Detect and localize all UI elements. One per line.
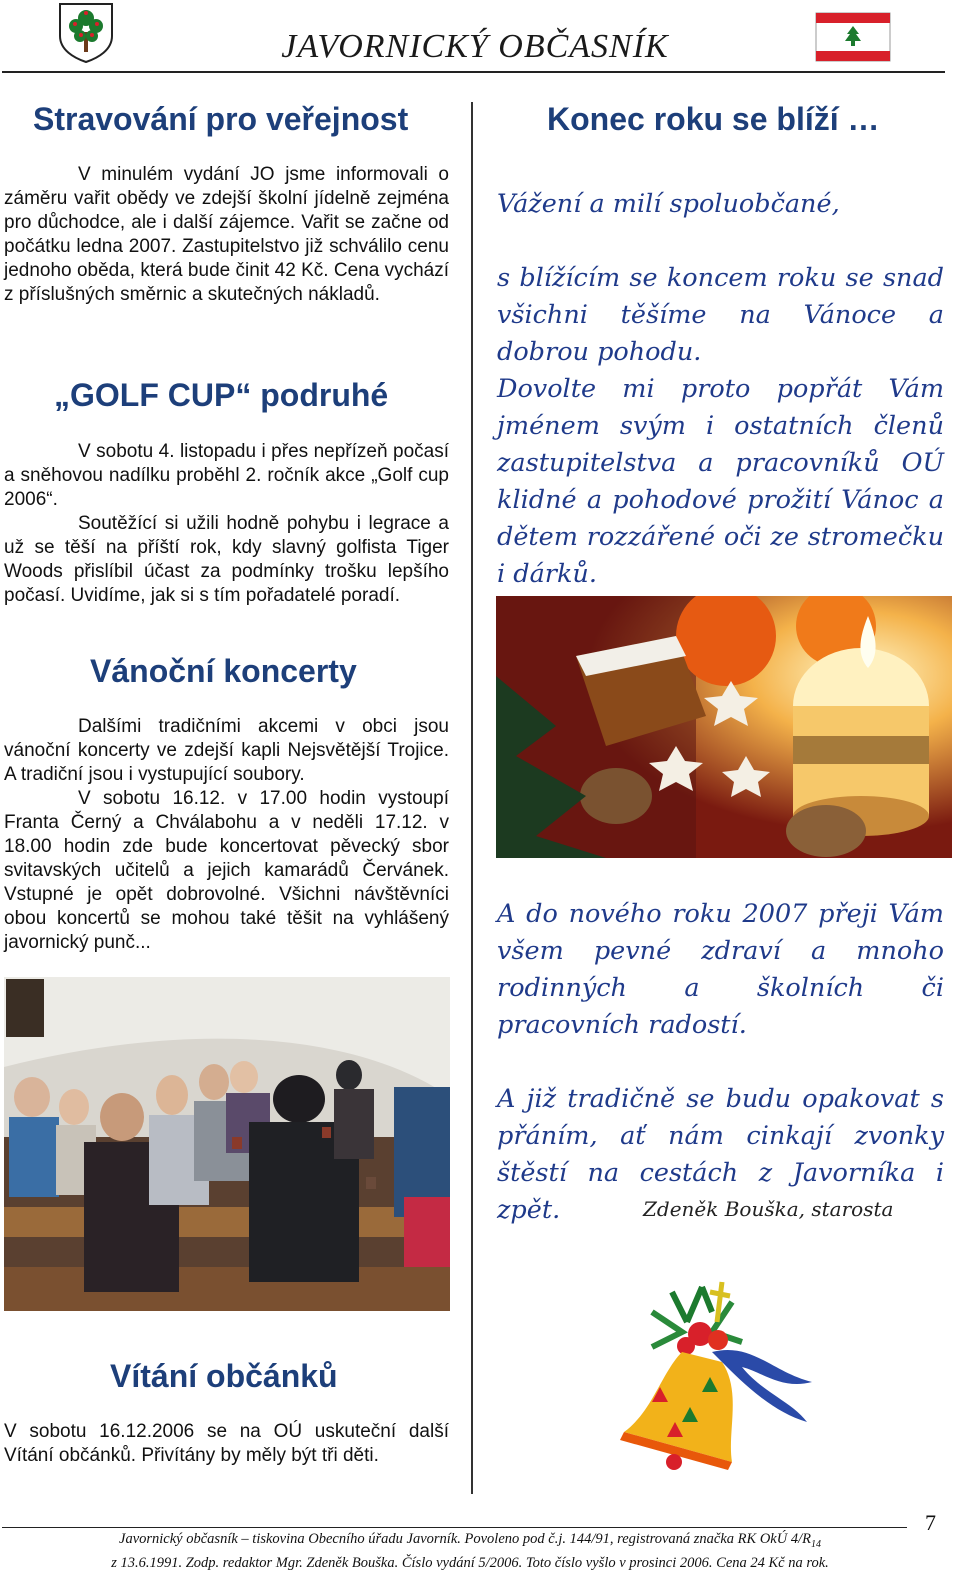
koncerty-paragraph-2: V sobotu 16.12. v 17.00 hodin vystoupí Franta Černý a Chválabohu a v neděli 17.12. v 18.00 hodin zde bude koncertovat pěvecký sbor svitavských učitelů a jejich kamarádů Červánek. Vstupné je opět dobrovolné. Všichni návštěvníci obou koncertů se mohou také těšit na vyhlášený javornický punč...	[4, 788, 449, 953]
heading-golf-cup: „GOLF CUP“ podruhé	[54, 377, 389, 413]
footer-line-2: z 13.6.1991. Zodp. redaktor Mgr. Zdeněk Bouška. Číslo vydání 5/2006. Toto číslo vyšlo v prosinci 2006. Cena 24 Kč na rok.	[111, 1554, 829, 1571]
village-coat-of-arms-icon	[56, 2, 116, 64]
article-golf-cup-text	[4, 440, 449, 608]
greeting-salutation: Vážení a milí spoluobčané,	[497, 189, 840, 219]
christmas-bell-icon	[612, 1272, 822, 1472]
heading-vanocni-koncerty: Vánoční koncerty	[90, 653, 357, 689]
header-rule	[2, 71, 945, 73]
heading-vitani-obcanku: Vítání občánků	[110, 1358, 338, 1394]
tradition-paragraph: A již tradičně se budu opakovat s přáním, ať nám cinkají zvonky štěstí na cestách z Javorníka i zpět.	[497, 1084, 944, 1225]
golf-cup-paragraph-2: Soutěžící si užili hodně pohybu i legrace a už se těší na příští rok, kdy slavný golfista Tiger Woods přislíbil účast za podmínky trošku lepšího počasí. Uvidíme, jak si s tím pořadatelé poradí.	[4, 513, 449, 606]
heading-stravovani: Stravování pro veřejnost	[33, 101, 409, 137]
footer-line-1-subscript: 14	[810, 1538, 821, 1550]
page-number: 7	[925, 1510, 936, 1535]
signature: Zdeněk Bouška, starosta	[643, 1197, 894, 1221]
greeting-letter	[497, 186, 944, 593]
christmas-candle-photo	[496, 596, 952, 858]
footer-rule	[2, 1527, 907, 1528]
article-stravovani-text: V minulém vydání JO jsme informovali o záměru vařit obědy ve zdejší školní jídelně zejména pro důchodce, ale i další zájemce. Vařit se začne od počátku ledna 2007. Zastupitelstvo již schválilo cenu jednoho oběda, která bude činit 42 Kč. Cena vychází z příslušných směrnic a skutečných nákladů.	[4, 164, 449, 305]
article-vitani-text: V sobotu 16.12.2006 se na OÚ uskuteční další Vítání občánků. Přivítány by měly být tři děti.	[4, 1421, 449, 1466]
koncerty-paragraph-1: Dalšími tradičními akcemi v obci jsou vánoční koncerty ve zdejší kapli Nejsvětější Trojice. A tradiční jsou i vystupující soubory.	[4, 716, 449, 785]
golf-cup-paragraph-1: V sobotu 4. listopadu i přes nepřízeň počasí a sněhovou nadílku proběhl 2. ročník akce „Golf cup 2006“.	[4, 441, 449, 510]
column-divider	[471, 102, 473, 1494]
article-koncerty-text	[4, 715, 449, 955]
greeting-paragraph-2: Dovolte mi proto popřát Vám jménem svým i ostatních členů zastupitelstva a pracovníků OÚ klidné a pohodové prožití Vánoc a dětem rozzářené oči ze stromečku i dárků.	[497, 374, 944, 589]
greeting-paragraph-1: s blížícím se koncem roku se snad všichni těšíme na Vánoce a dobrou pohodu.	[497, 263, 944, 367]
footer-line-1: Javornický občasník – tiskovina Obecního úřadu Javorník. Povoleno pod č.j. 144/91, registrovaná značka RK OkÚ 4/R	[119, 1531, 811, 1547]
new-year-paragraph: A do nového roku 2007 přeji Vám všem pevné zdraví a mnoho rodinných a školních či pracovních radostí.	[497, 899, 944, 1040]
concert-audience-photo	[4, 977, 450, 1311]
footer-imprint	[20, 1530, 920, 1572]
village-flag-icon	[815, 12, 891, 62]
heading-konec-roku: Konec roku se blíží …	[547, 101, 880, 137]
masthead-title: JAVORNICKÝ OBČASNÍK	[281, 28, 669, 65]
new-year-wishes	[497, 896, 944, 1229]
